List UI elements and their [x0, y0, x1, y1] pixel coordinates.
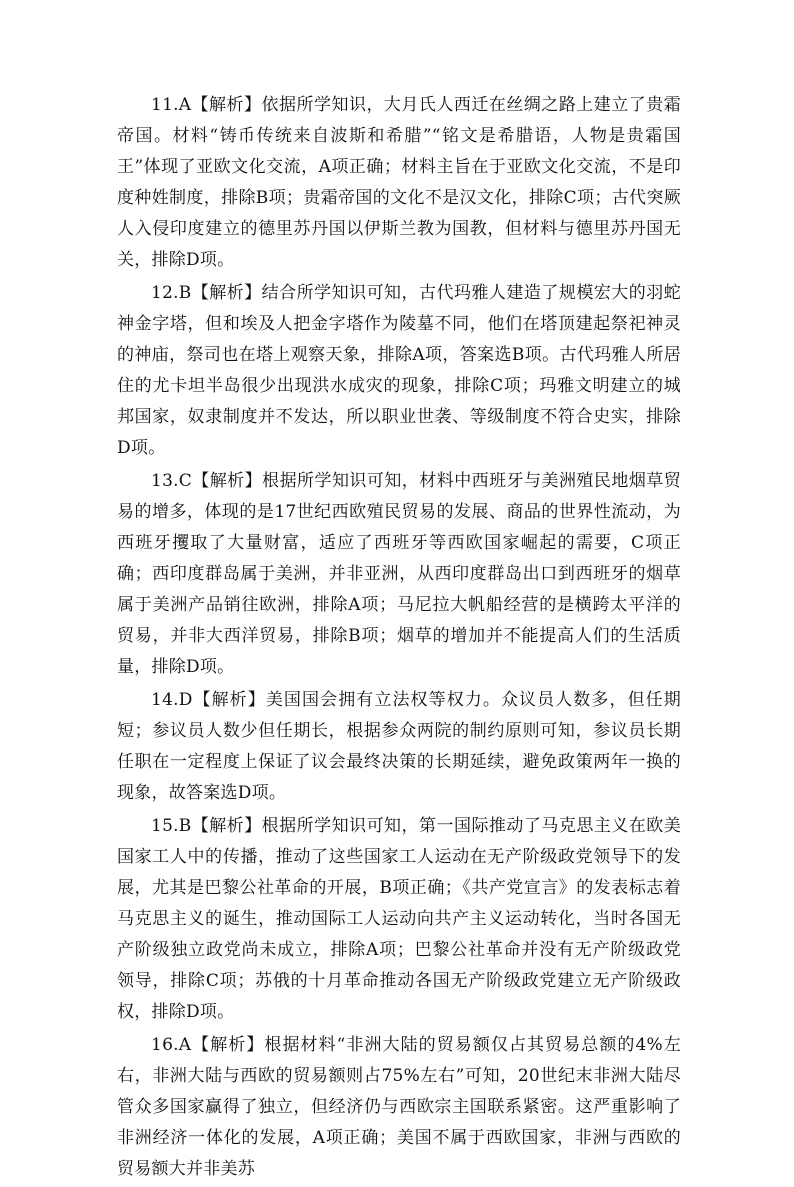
answer-paragraph-16: 16.A【解析】根据材料“非洲大陆的贸易额仅占其贸易总额的4%左右，非洲大陆与西欧的贸易额则占75%左右”可知，20世纪末非洲大陆尽管众多国家赢得了独立，但经济仍与西欧宗主国联系紧密。这严重影响了非洲经济一体化的发展，A项正确；美国不属于西欧国家，非洲与西欧的贸易额大并非美苏: [117, 1035, 681, 1179]
answer-paragraph-11: 11.A【解析】依据所学知识，大月氏人西迁在丝绸之路上建立了贵霜帝国。材料“铸币传统来自波斯和希腊”“铭文是希腊语，人物是贵霜国王”体现了亚欧文化交流，A项正确；材料主旨在于亚欧文化交流，不是印度种姓制度，排除B项；贵霜帝国的文化不是汉文化，排除C项；古代突厥人入侵印度建立的德里苏丹国以伊斯兰教为国教，但材料与德里苏丹国无关，排除D项。: [117, 95, 681, 270]
answer-paragraph-14: 14.D【解析】美国国会拥有立法权等权力。众议员人数多，但任期短；参议员人数少但任期长，根据参众两院的制约原则可知，参议员长期任职在一定程度上保证了议会最终决策的长期延续，避免政策两年一换的现象，故答案选D项。: [117, 690, 681, 803]
answer-paragraph-12: 12.B【解析】结合所学知识可知，古代玛雅人建造了规模宏大的羽蛇神金字塔，但和埃及人把金字塔作为陵墓不同，他们在塔顶建起祭祀神灵的神庙，祭司也在塔上观察天象，排除A项，答案选B项。古代玛雅人所居住的尤卡坦半岛很少出现洪水成灾的现象，排除C项；玛雅文明建立的城邦国家，奴隶制度并不发达，所以职业世袭、等级制度不符合史实，排除D项。: [117, 283, 681, 458]
answer-explanations: [117, 90, 681, 1187]
answer-paragraph-13: 13.C【解析】根据所学知识可知，材料中西班牙与美洲殖民地烟草贸易的增多，体现的是17世纪西欧殖民贸易的发展、商品的世界性流动，为西班牙攫取了大量财富，适应了西班牙等西欧国家崛起的需要，C项正确；西印度群岛属于美洲，并非亚洲，从西印度群岛出口到西班牙的烟草属于美洲产品销往欧洲，排除A项；马尼拉大帆船经营的是横跨太平洋的贸易，并非大西洋贸易，排除B项；烟草的增加并不能提高人们的生活质量，排除D项。: [117, 471, 681, 677]
answer-paragraph-15: 15.B【解析】根据所学知识可知，第一国际推动了马克思主义在欧美国家工人中的传播，推动了这些国家工人运动在无产阶级政党领导下的发展，尤其是巴黎公社革命的开展，B项正确；《共产党宣言》的发表标志着马克思主义的诞生，推动国际工人运动向共产主义运动转化，当时各国无产阶级独立政党尚未成立，排除A项；巴黎公社革命并没有无产阶级政党领导，排除C项；苏俄的十月革命推动各国无产阶级政党建立无产阶级政权，排除D项。: [117, 816, 681, 1022]
